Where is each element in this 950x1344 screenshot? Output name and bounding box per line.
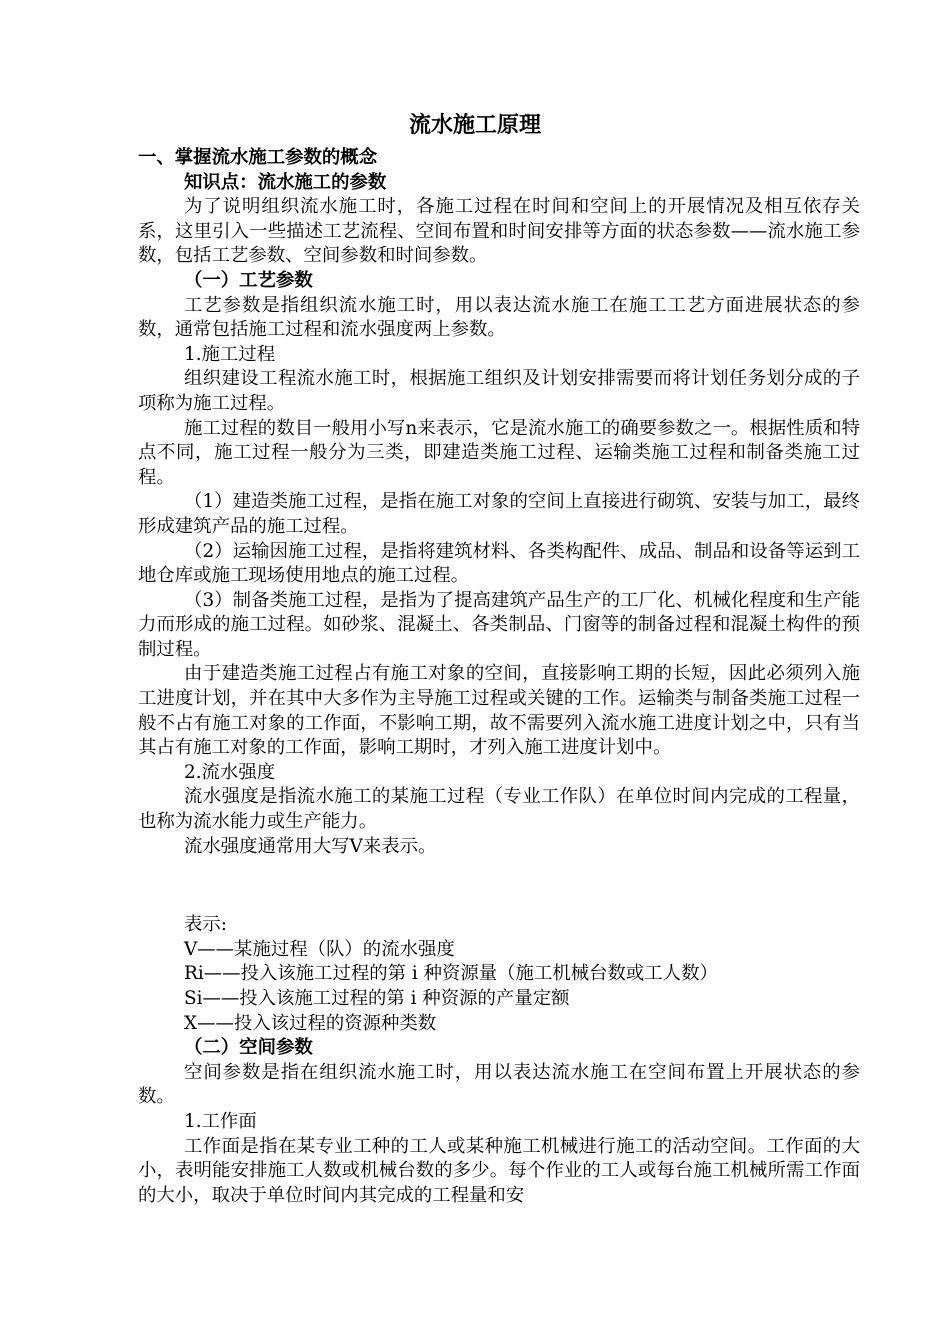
subsection-heading: （一）工艺参数 xyxy=(184,269,313,291)
document-body xyxy=(138,146,860,1208)
paragraph: 工作面是指在某专业工种的工人或某种施工机械进行施工的活动空间。工作面的大小，表明能安排施工人数或机械台数的多少。每个作业的工人或每台施工机械所需工作面的大小，取决于单位时间内其完成的工程量和安 xyxy=(138,1135,860,1206)
paragraph: 流水强度是指流水施工的某施工过程（专业工作队）在单位时间内完成的工程量，也称为流水能力或生产能力。 xyxy=(138,786,860,833)
paragraph: 流水强度通常用大写V来表示。 xyxy=(184,835,437,857)
formula-gap xyxy=(138,859,860,913)
page-title: 流水施工原理 xyxy=(408,112,541,138)
paragraph: 施工过程的数目一般用小写n来表示，它是流水施工的确要参数之一。根据性质和特点不同，施工过程一般分为三类，即建造类施工过程、运输类施工过程和制备类施工过程。 xyxy=(138,417,860,488)
subsection-heading: （二）空间参数 xyxy=(184,1037,313,1059)
legend-line: X——投入该过程的资源种类数 xyxy=(184,1012,437,1034)
paragraph: （2）运输因施工过程，是指将建筑材料、各类构配件、成品、制品和设备等运到工地仓库或施工现场使用地点的施工过程。 xyxy=(138,540,860,587)
legend-line: Ri——投入该施工过程的第 i 种资源量（施工机械台数或工人数） xyxy=(184,963,718,985)
subsection-heading: 知识点：流水施工的参数 xyxy=(184,171,387,193)
legend-line: 表示: xyxy=(184,914,227,936)
paragraph: 空间参数是指在组织流水施工时，用以表达流水施工在空间布置上开展状态的参数。 xyxy=(138,1061,860,1108)
paragraph: （1）建造类施工过程，是指在施工对象的空间上直接进行砌筑、安装与加工，最终形成建筑产品的施工过程。 xyxy=(138,491,860,537)
legend-line: V——某施过程（队）的流水强度 xyxy=(184,938,455,960)
paragraph: 由于建造类施工过程占有施工对象的空间，直接影响工期的长短，因此必须列入施工进度计划，并在其中大多作为主导施工过程或关键的工作。运输类与制备类施工过程一般不占有施工对象的工作面，不影响工期，故不需要列入流水施工进度计划之中，只有当其占有施工对象的工作面，影响工期时，才列入施工进度计划中。 xyxy=(138,663,860,759)
legend-line: Si——投入该施工过程的第 i 种资源的产量定额 xyxy=(184,988,570,1009)
paragraph: 工艺参数是指组织流水施工时，用以表达流水施工在施工工艺方面进展状态的参数，通常包括施工过程和流水强度两上参数。 xyxy=(138,294,860,341)
list-heading: 1.施工过程 xyxy=(184,343,276,365)
paragraph: 组织建设工程流水施工时，根据施工组织及计划安排需要而将计划任务划分成的子项称为施工过程。 xyxy=(138,368,860,414)
list-heading: 1.工作面 xyxy=(184,1110,257,1132)
paragraph: 为了说明组织流水施工时，各施工过程在时间和空间上的开展情况及相互依存关系，这里引入一些描述工艺流程、空间布置和时间安排等方面的状态参数——流水施工参数，包括工艺参数、空间参数和时间参数。 xyxy=(138,196,860,267)
section-heading: 一、掌握流水施工参数的概念 xyxy=(138,147,378,168)
list-heading: 2.流水强度 xyxy=(184,761,276,783)
paragraph: （3）制备类施工过程，是指为了提高建筑产品生产的工厂化、机械化程度和生产能力而形成的施工过程。如砂浆、混凝土、各类制品、门窗等的制备过程和混凝土构件的预制过程。 xyxy=(138,589,860,660)
